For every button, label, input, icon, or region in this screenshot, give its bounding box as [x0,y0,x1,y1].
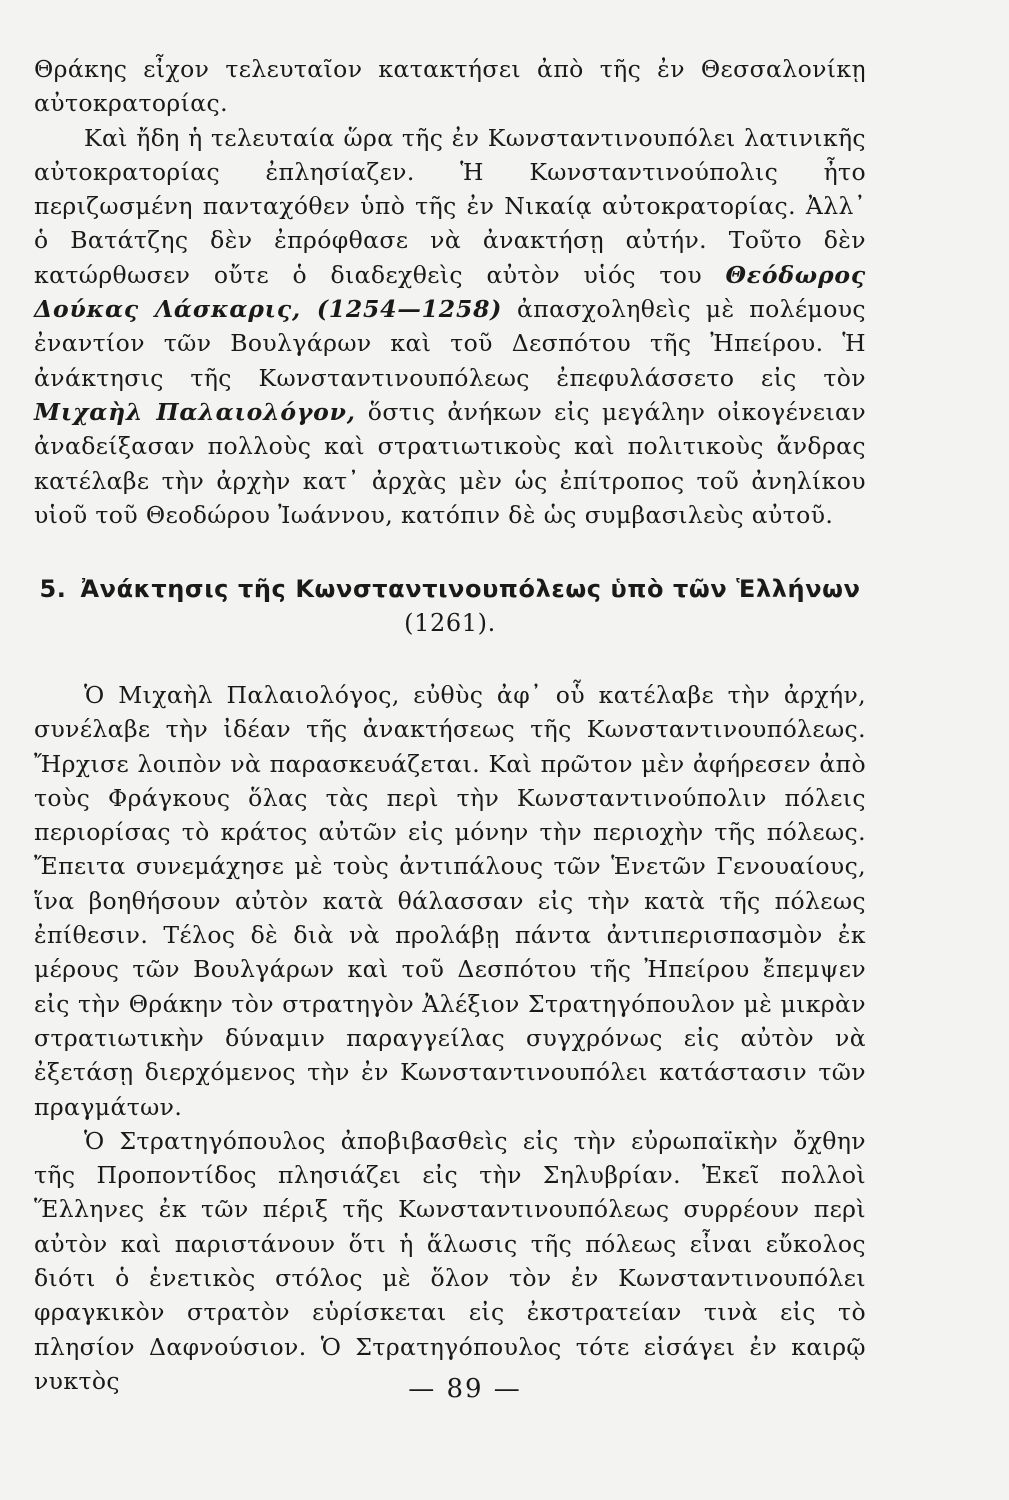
paragraph-text: ὅστις ἀνήκων εἰς μεγάλην οἰκογένειαν ἀναδείξασαν πολλοὺς καὶ στρατιωτικοὺς καὶ πολιτικοὺς ἄνδρας κατέλαβε τὴν ἀρχὴν κατ᾽ ἀρχὰς μὲν ὡς ἐπίτροπος τοῦ ἀνηλίκου υἱοῦ τοῦ Θεοδώρου Ἰωάννου, κατόπιν δὲ ὡς συμβασιλεὺς αὐτοῦ. [34,397,867,529]
section-title: Ἀνάκτησις τῆς Κωνσταντινουπόλεως ὑπὸ τῶν Ἑλλήνων [80,575,861,603]
paragraph: Ὁ Στρατηγόπουλος ἀποβιβασθεὶς εἰς τὴν εὐρωπαϊκὴν ὄχθην τῆς Προποντίδος πλησιάζει εἰς τὴν Σηλυβρίαν. Ἐκεῖ πολλοὶ Ἕλληνες ἐκ τῶν πέριξ τῆς Κωνσταντινουπόλεως συρρέουν περὶ αὐτὸν καὶ παριστάνουν ὅτι ἡ ἅλωσις τῆς πόλεως εἶναι εὔκολος διότι ὁ ἑνετικὸς στόλος μὲ ὅλον τὸν ἐν Κωνσταντινουπόλει φραγκικὸν στρατὸν εὑρίσκεται εἰς ἐκστρατείαν τινὰ εἰς τὸ πλησίον Δαφνούσιον. Ὁ Στρατηγόπουλος τότε εἰσάγει ἐν καιρῷ νυκτὸς [34,1126,866,1395]
paragraph-text: Θράκης εἶχον τελευταῖον κατακτήσει ἀπὸ τῆς ἐν Θεσσαλονίκῃ αὐτοκρατορίας. [34,55,866,118]
text-block-top [34,52,866,532]
paragraph: Ὁ Μιχαὴλ Παλαιολόγος, εὐθὺς ἀφ᾽ οὗ κατέλαβε τὴν ἀρχήν, συνέλαβε τὴν ἰδέαν τῆς ἀνακτήσεως τῆς Κωνσταντινουπόλεως. Ἤρχισε λοιπὸν νὰ παρασκευάζεται. Καὶ πρῶτον μὲν ἀφήρεσεν ἀπὸ τοὺς Φράγκους ὅλας τὰς περὶ τὴν Κωνσταντινούπολιν πόλεις περιορίσας τὸ κράτος αὐτῶν εἰς μόνην τὴν περιοχὴν τῆς πόλεως. Ἔπειτα συνεμάχησε μὲ τοὺς ἀντιπάλους τῶν Ἑνετῶν Γενουαίους, ἵνα βοηθήσουν αὐτὸν κατὰ θάλασσαν εἰς τὴν κατὰ τῆς πόλεως ἐπίθεσιν. Τέλος δὲ διὰ νὰ προλάβῃ πάντα ἀντιπερισπασμὸν ἐκ μέρους τῶν Βουλγάρων καὶ τοῦ Δεσπότου τῆς Ἠπείρου ἔπεμψεν εἰς τὴν Θράκην τὸν στρατηγὸν Ἀλέξιον Στρατηγόπουλον μὲ μικρὰν στρατιωτικὴν δύναμιν παραγγείλας συγχρόνως εἰς αὐτὸν νὰ ἐξετάσῃ διερχόμενος τὴν ἐν Κωνσταντινουπόλει κατάστασιν τῶν πραγμάτων. [34,681,866,1121]
section-number: 5. [39,575,67,603]
paragraph-text: ἀπασχοληθεὶς μὲ πολέμους ἐναντίον τῶν Βουλγάρων καὶ τοῦ Δεσπότου τῆς Ἠπείρου. Ἡ ἀνάκτησις τῆς Κωνσταντινουπόλεως ἐπεφυλάσσετο εἰς τὸν [34,295,866,392]
page-number: — 89 — [408,1374,522,1404]
paragraph [34,121,866,533]
paragraph-text: Καὶ ἤδη ἡ τελευταία ὥρα τῆς ἐν Κωνσταντινουπόλει λατινικῆς αὐτοκρατορίας ἐπλησίαζεν. Ἡ Κωνσταντινούπολις ἦτο περιζωσμένη πανταχόθεν ὑπὸ τῆς ἐν Νικαίᾳ αὐτοκρατορίας. Ἀλλ᾽ ὁ Βατάτζης δὲν ἐπρόφθασε νὰ ἀνακτήσῃ αὐτήν. Τοῦτο δὲν κατώρθωσεν οὔτε ὁ διαδεχθεὶς αὐτὸν υἱός του [34,123,866,289]
paragraph [34,52,866,121]
text-block-bottom [34,678,866,1398]
section-heading [34,572,866,640]
emphasized-name: Θεόδωρος Δούκας Λάσκαρις, (1254—1258) [34,260,866,324]
section-year: (1261). [404,609,496,637]
emphasized-name: Μιχαὴλ Παλαιολόγον, [34,397,356,426]
